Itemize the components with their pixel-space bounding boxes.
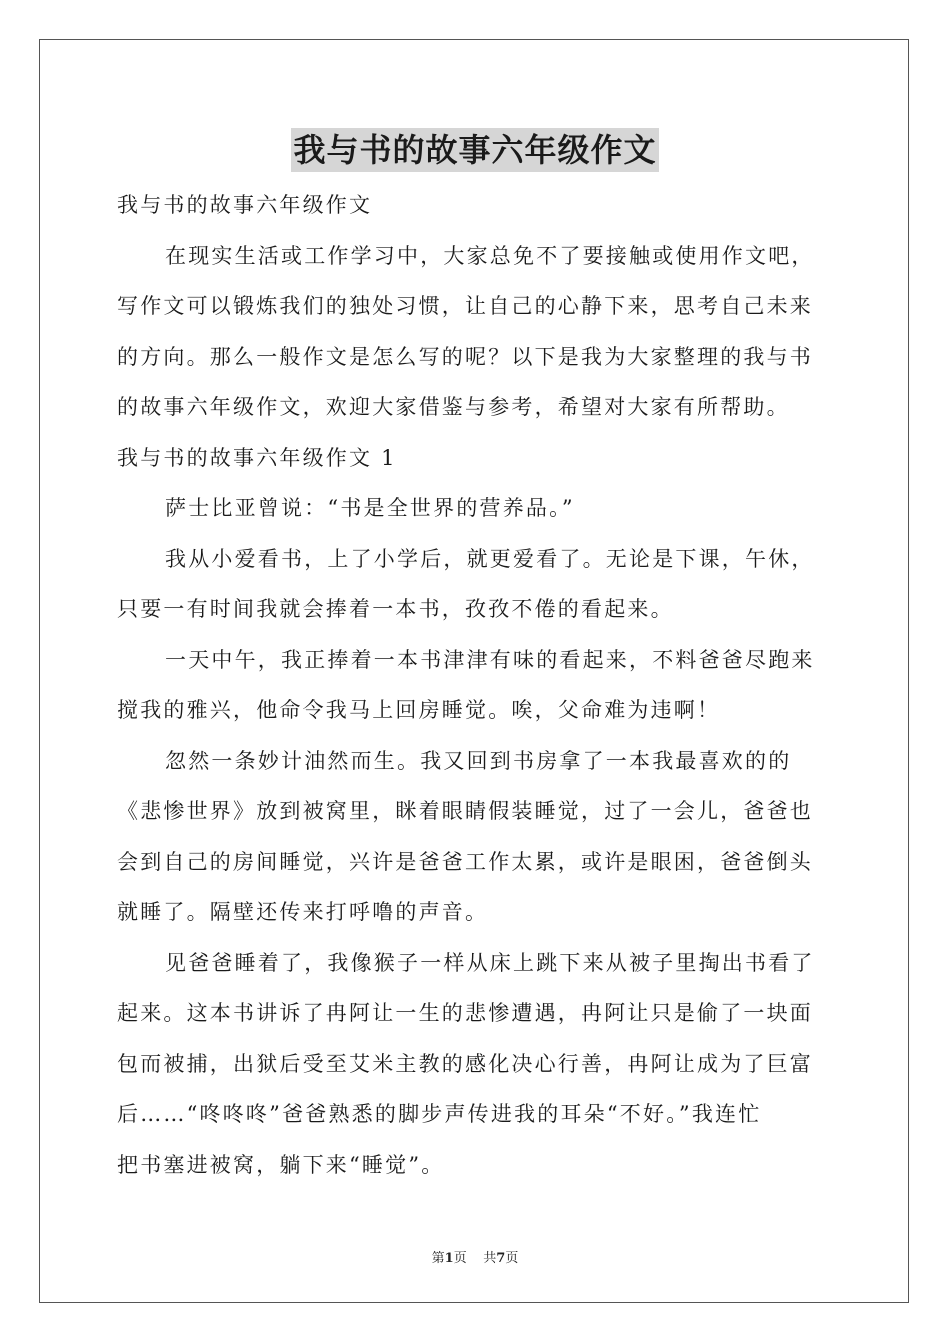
- page-number: 1: [444, 1251, 454, 1266]
- paragraph-line: 起来。这本书讲诉了冉阿让一生的悲惨遭遇，冉阿让只是偷了一块面: [117, 1001, 813, 1025]
- paragraph-3: [117, 635, 833, 736]
- paragraph-line: 搅我的雅兴，他命令我马上回房睡觉。唉，父命难为违啊！: [117, 698, 721, 722]
- page-prefix: 第: [431, 1251, 445, 1266]
- paragraph-line: 后……“咚咚咚”爸爸熟悉的脚步声传进我的耳朵“不好。”我连忙: [117, 1102, 762, 1126]
- paragraph-line: 萨士比亚曾说：“书是全世界的营养品。”: [165, 496, 575, 520]
- total-pages: 7: [496, 1251, 506, 1266]
- document-body: [117, 120, 833, 1190]
- total-suffix: 页: [505, 1251, 519, 1266]
- paragraph-2: [117, 534, 833, 635]
- paragraph-line: 《悲惨世界》放到被窝里，眯着眼睛假装睡觉，过了一会儿，爸爸也: [117, 799, 813, 823]
- paragraph-line: 我从小爱看书，上了小学后，就更爱看了。无论是下课，午休，: [165, 546, 815, 571]
- paragraph-4: [117, 736, 833, 938]
- paragraph-line: 会到自己的房间睡觉，兴许是爸爸工作太累，或许是眼困，爸爸倒头: [117, 849, 813, 874]
- section-heading: 我与书的故事六年级作文 1: [117, 445, 397, 470]
- page-footer: [0, 1247, 950, 1266]
- intro-line: 的方向。那么一般作文是怎么写的呢？以下是我为大家整理的我与书: [117, 344, 813, 369]
- paragraph-line: 忽然一条妙计油然而生。我又回到书房拿了一本我最喜欢的的: [165, 748, 792, 773]
- total-prefix: 共: [483, 1251, 497, 1266]
- title-wrap: [117, 128, 833, 172]
- page-suffix: 页: [453, 1251, 467, 1266]
- document-subtitle: 我与书的故事六年级作文: [117, 193, 373, 217]
- paragraph-1: [117, 483, 833, 534]
- intro-paragraph: [117, 231, 833, 433]
- paragraph-line: 只要一有时间我就会捧着一本书，孜孜不倦的看起来。: [117, 597, 674, 621]
- intro-line: 在现实生活或工作学习中，大家总免不了要接触或使用作文吧，: [165, 243, 815, 268]
- paragraph-line: 就睡了。隔壁还传来打呼噜的声音。: [117, 900, 489, 924]
- document-title: 我与书的故事六年级作文: [291, 128, 658, 172]
- paragraph-line: 包而被捕，出狱后受至艾米主教的感化决心行善，冉阿让成为了巨富: [117, 1051, 813, 1076]
- paragraph-line: 把书塞进被窝，躺下来“睡觉”。: [117, 1152, 445, 1177]
- paragraph-line: 一天中午，我正捧着一本书津津有味的看起来，不料爸爸尽跑来: [165, 647, 815, 672]
- paragraph-line: 见爸爸睡着了，我像猴子一样从床上跳下来从被子里掏出书看了: [165, 950, 815, 975]
- paragraph-5: [117, 938, 833, 1191]
- intro-line: 的故事六年级作文，欢迎大家借鉴与参考，希望对大家有所帮助。: [117, 395, 790, 419]
- intro-line: 写作文可以锻炼我们的独处习惯，让自己的心静下来，思考自己未来: [117, 294, 813, 318]
